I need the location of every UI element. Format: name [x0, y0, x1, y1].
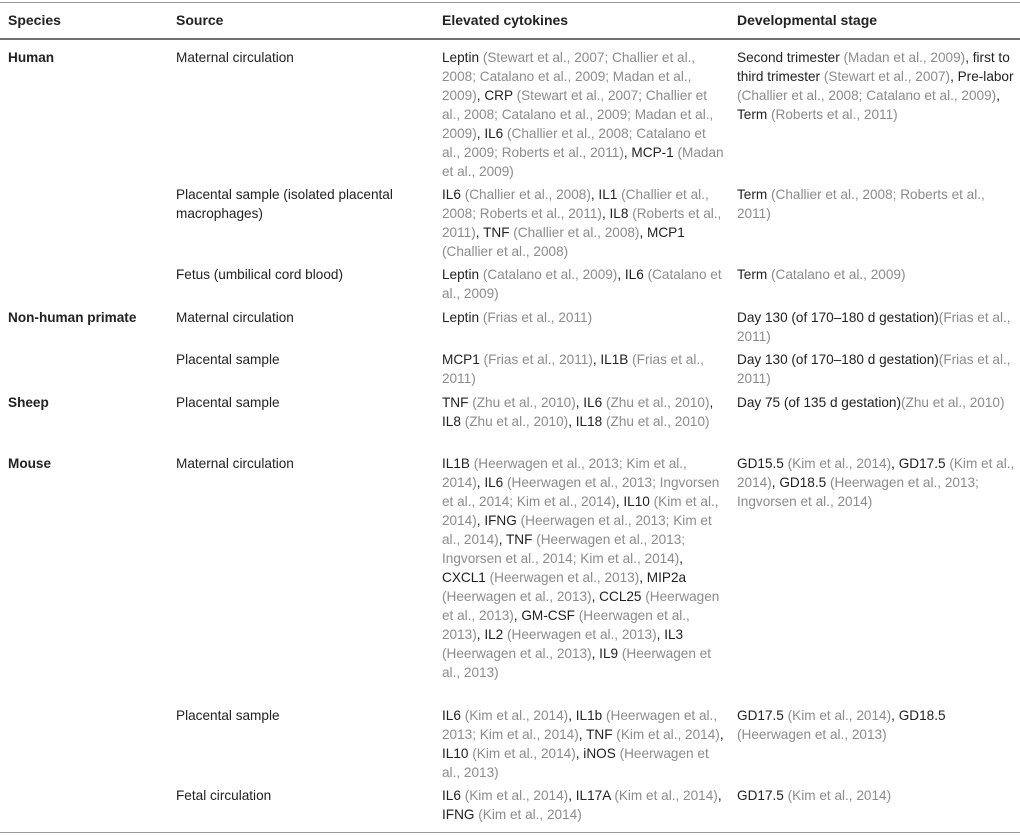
citation-link[interactable]: (Heerwagen et al., 2013)	[507, 627, 657, 642]
citation-link[interactable]: (Heerwagen et al., 2013; Kim et al., 2014)	[442, 456, 687, 490]
table-top-rule	[0, 2, 1020, 3]
cell-term: Second trimester	[737, 50, 844, 65]
row-stage	[737, 308, 1017, 346]
citation-link[interactable]: (Kim et al., 2014)	[442, 494, 719, 528]
citation-link[interactable]: (Frias et al., 2011)	[442, 352, 704, 386]
citation-link[interactable]: (Heerwagen et al., 2013; Ingvorsen et al., 2014; Kim et al., 2014)	[442, 475, 720, 509]
header-species: Species	[8, 12, 61, 28]
cell-term: , GD18.5	[891, 708, 946, 723]
cell-term: , IL6	[575, 395, 606, 410]
cell-term: , CCL25	[591, 589, 646, 604]
cell-term: IL6	[442, 187, 465, 202]
row-source: Fetus (umbilical cord blood)	[176, 267, 343, 282]
row-source: Maternal circulation	[176, 50, 294, 65]
species-human: Human	[8, 50, 55, 65]
cell-term: , Term	[737, 88, 1000, 122]
cell-term: , IL18	[568, 414, 607, 429]
citation-link[interactable]: (Roberts et al., 2011)	[442, 206, 722, 240]
cell-term: , MIP2a	[639, 570, 687, 585]
citation-link[interactable]: (Frias et al., 2011)	[737, 352, 1011, 386]
citation-link[interactable]: (Heerwagen et al., 2013; Kim et al., 2014)	[442, 708, 718, 742]
citation-link[interactable]: (Heerwagen et al., 2013)	[442, 646, 592, 661]
citation-link[interactable]: (Challier et al., 2008)	[513, 225, 640, 240]
cell-term: Leptin	[442, 267, 483, 282]
cell-term: , IL6	[476, 126, 508, 141]
row-source: Placental sample	[176, 708, 280, 723]
cell-term: Day 75 (of 135 d gestation)	[737, 395, 901, 410]
species-sheep: Sheep	[8, 395, 49, 410]
citation-link[interactable]: (Stewart et al., 2007)	[823, 69, 951, 84]
cell-term: , MCP1	[639, 225, 685, 240]
row-cytokines	[442, 265, 724, 303]
citation-link[interactable]: (Kim et al., 2014)	[787, 788, 892, 803]
citation-link[interactable]: (Zhu et al., 2010)	[606, 414, 710, 429]
cell-term: , TNF	[578, 727, 617, 742]
cell-term: , IL1	[590, 187, 622, 202]
citation-link[interactable]: (Heerwagen et al., 2013)	[442, 746, 709, 780]
header-stage: Developmental stage	[737, 12, 878, 28]
cell-term: Term	[737, 187, 771, 202]
citation-link[interactable]: (Frias et al., 2011)	[483, 352, 593, 367]
row-cytokines	[442, 786, 724, 824]
row-source: Placental sample	[176, 352, 280, 367]
citation-link[interactable]: (Kim et al., 2014)	[787, 708, 892, 723]
citation-link[interactable]: (Heerwagen et al., 2013; Ingvorsen et al., 2014; Kim et al., 2014)	[442, 532, 686, 566]
row-source: Maternal circulation	[176, 310, 294, 325]
cell-term: , IL8	[442, 395, 714, 429]
citation-link[interactable]: (Catalano et al., 2009)	[770, 267, 906, 282]
citation-link[interactable]: (Madan et al., 2009)	[843, 50, 966, 65]
row-stage	[737, 454, 1017, 511]
row-cytokines	[442, 350, 724, 388]
row-cytokines	[442, 185, 724, 261]
cell-term: , IL10	[615, 494, 654, 509]
citation-link[interactable]: (Kim et al., 2014)	[464, 788, 569, 803]
cell-term: , IL3	[656, 627, 684, 642]
citation-link[interactable]: (Frias et al., 2011)	[737, 310, 1011, 344]
cell-term: , GD18.5	[771, 475, 830, 490]
citation-link[interactable]: (Heerwagen et al., 2013)	[489, 570, 640, 585]
citation-link[interactable]: (Kim et al., 2014)	[478, 807, 582, 822]
table-bottom-rule	[0, 832, 1020, 833]
row-source: Placental sample (isolated placental macrophages)	[176, 187, 393, 221]
row-source: Fetal circulation	[176, 788, 272, 803]
citation-link[interactable]: (Kim et al., 2014)	[737, 456, 1015, 490]
cell-term: , IL10	[442, 727, 724, 761]
cell-term: , IL9	[591, 646, 622, 661]
cell-term: , IFNG	[476, 513, 521, 528]
citation-link[interactable]: (Catalano et al., 2009)	[442, 267, 722, 301]
citation-link[interactable]: (Heerwagen et al., 2013; Kim et al., 2014)	[442, 513, 712, 547]
citation-link[interactable]: (Kim et al., 2014)	[616, 727, 720, 742]
cell-term: IL6	[442, 708, 465, 723]
citation-link[interactable]: (Zhu et al., 2010)	[900, 395, 1005, 410]
citation-link[interactable]: (Challier et al., 2008; Roberts et al., 2011)	[737, 187, 985, 221]
row-stage	[737, 185, 1017, 223]
citation-link[interactable]: (Stewart et al., 2007; Challier et al., 2008; Catalano et al., 2009; Madan et al., 2009)	[442, 88, 714, 141]
citation-link[interactable]: (Challier et al., 2008; Catalano et al., 2009; Roberts et al., 2011)	[442, 126, 706, 160]
row-cytokines	[442, 308, 724, 327]
row-stage	[737, 706, 1017, 744]
citation-link[interactable]: (Stewart et al., 2007; Challier et al., 2008; Catalano et al., 2009; Madan et al., 2009)	[442, 50, 696, 103]
row-stage	[737, 265, 1017, 284]
citation-link[interactable]: (Zhu et al., 2010)	[605, 395, 710, 410]
cell-term: , IL6	[617, 267, 648, 282]
cell-term: , MCP-1	[623, 145, 678, 160]
citation-link[interactable]: (Heerwagen et al., 2013)	[442, 608, 690, 642]
citation-link[interactable]: (Challier et al., 2008; Catalano et al., 2009)	[737, 88, 997, 103]
cell-term: , IL6	[476, 475, 508, 490]
cell-term: , TNF	[475, 225, 514, 240]
citation-link[interactable]: (Heerwagen et al., 2013; Ingvorsen et al., 2014)	[737, 475, 979, 509]
cell-term: , GM-CSF	[513, 608, 579, 623]
citation-link[interactable]: (Kim et al., 2014)	[472, 746, 576, 761]
citation-link[interactable]: (Challier et al., 2008)	[442, 244, 569, 259]
cell-term: Term	[737, 267, 771, 282]
header-source: Source	[176, 12, 224, 28]
citation-link[interactable]: (Catalano et al., 2009)	[482, 267, 618, 282]
cell-term: , IL1b	[568, 708, 606, 723]
row-cytokines	[442, 706, 724, 782]
row-cytokines	[442, 454, 724, 682]
citation-link[interactable]: (Roberts et al., 2011)	[770, 107, 898, 122]
cell-term: TNF	[442, 395, 473, 410]
citation-link[interactable]: (Kim et al., 2014)	[614, 788, 718, 803]
cell-term: , GD17.5	[891, 456, 950, 471]
cell-term: , IL1B	[592, 352, 633, 367]
cell-term: , iNOS	[575, 746, 620, 761]
citation-link[interactable]: (Madan et al., 2009)	[442, 145, 724, 179]
row-cytokines	[442, 393, 724, 431]
citation-link[interactable]: (Challier et al., 2008)	[464, 187, 591, 202]
header-cytokines: Elevated cytokines	[442, 12, 569, 28]
citation-link[interactable]: (Frias et al., 2011)	[482, 310, 593, 325]
cell-term: , IFNG	[442, 788, 722, 822]
cell-term: GD15.5	[737, 456, 788, 471]
cell-term: , first to third trimester	[737, 50, 1010, 84]
cell-term: , IL2	[476, 627, 508, 642]
cell-term: , Pre-labor	[950, 69, 1014, 84]
cell-term: , IL8	[601, 206, 633, 221]
citation-link[interactable]: (Challier et al., 2008; Roberts et al., 2011)	[442, 187, 709, 221]
cell-term: Leptin	[442, 50, 483, 65]
header-rule	[0, 38, 1020, 40]
cell-term: Day 130 (of 170–180 d gestation)	[737, 310, 939, 325]
citation-link[interactable]: (Kim et al., 2014)	[787, 456, 892, 471]
row-source: Maternal circulation	[176, 456, 294, 471]
row-stage	[737, 786, 1017, 805]
cell-term: , IL17A	[568, 788, 615, 803]
species-mouse: Mouse	[8, 456, 52, 471]
cell-term: GD17.5	[737, 708, 788, 723]
citation-link[interactable]: (Heerwagen et al., 2013)	[442, 646, 712, 680]
cell-term: , CXCL1	[442, 551, 684, 585]
species-non-human-primate: Non-human primate	[8, 310, 137, 325]
cell-term: , CRP	[476, 88, 517, 103]
citation-link[interactable]: (Zhu et al., 2010)	[464, 414, 569, 429]
cell-term: , TNF	[498, 532, 537, 547]
cell-term: GD17.5	[737, 788, 788, 803]
cell-term: Leptin	[442, 310, 483, 325]
citation-link[interactable]: (Kim et al., 2014)	[464, 708, 569, 723]
citation-link[interactable]: (Heerwagen et al., 2013)	[442, 589, 592, 604]
cell-term: IL1B	[442, 456, 474, 471]
citation-link[interactable]: (Heerwagen et al., 2013)	[442, 589, 720, 623]
row-stage	[737, 393, 1017, 412]
cell-term: MCP1	[442, 352, 484, 367]
row-stage	[737, 48, 1017, 124]
row-stage	[737, 350, 1017, 388]
citation-link[interactable]: (Zhu et al., 2010)	[472, 395, 576, 410]
row-source: Placental sample	[176, 395, 280, 410]
row-cytokines	[442, 48, 724, 181]
cell-term: Day 130 (of 170–180 d gestation)	[737, 352, 939, 367]
citation-link[interactable]: (Heerwagen et al., 2013)	[737, 727, 887, 742]
cell-term: IL6	[442, 788, 465, 803]
